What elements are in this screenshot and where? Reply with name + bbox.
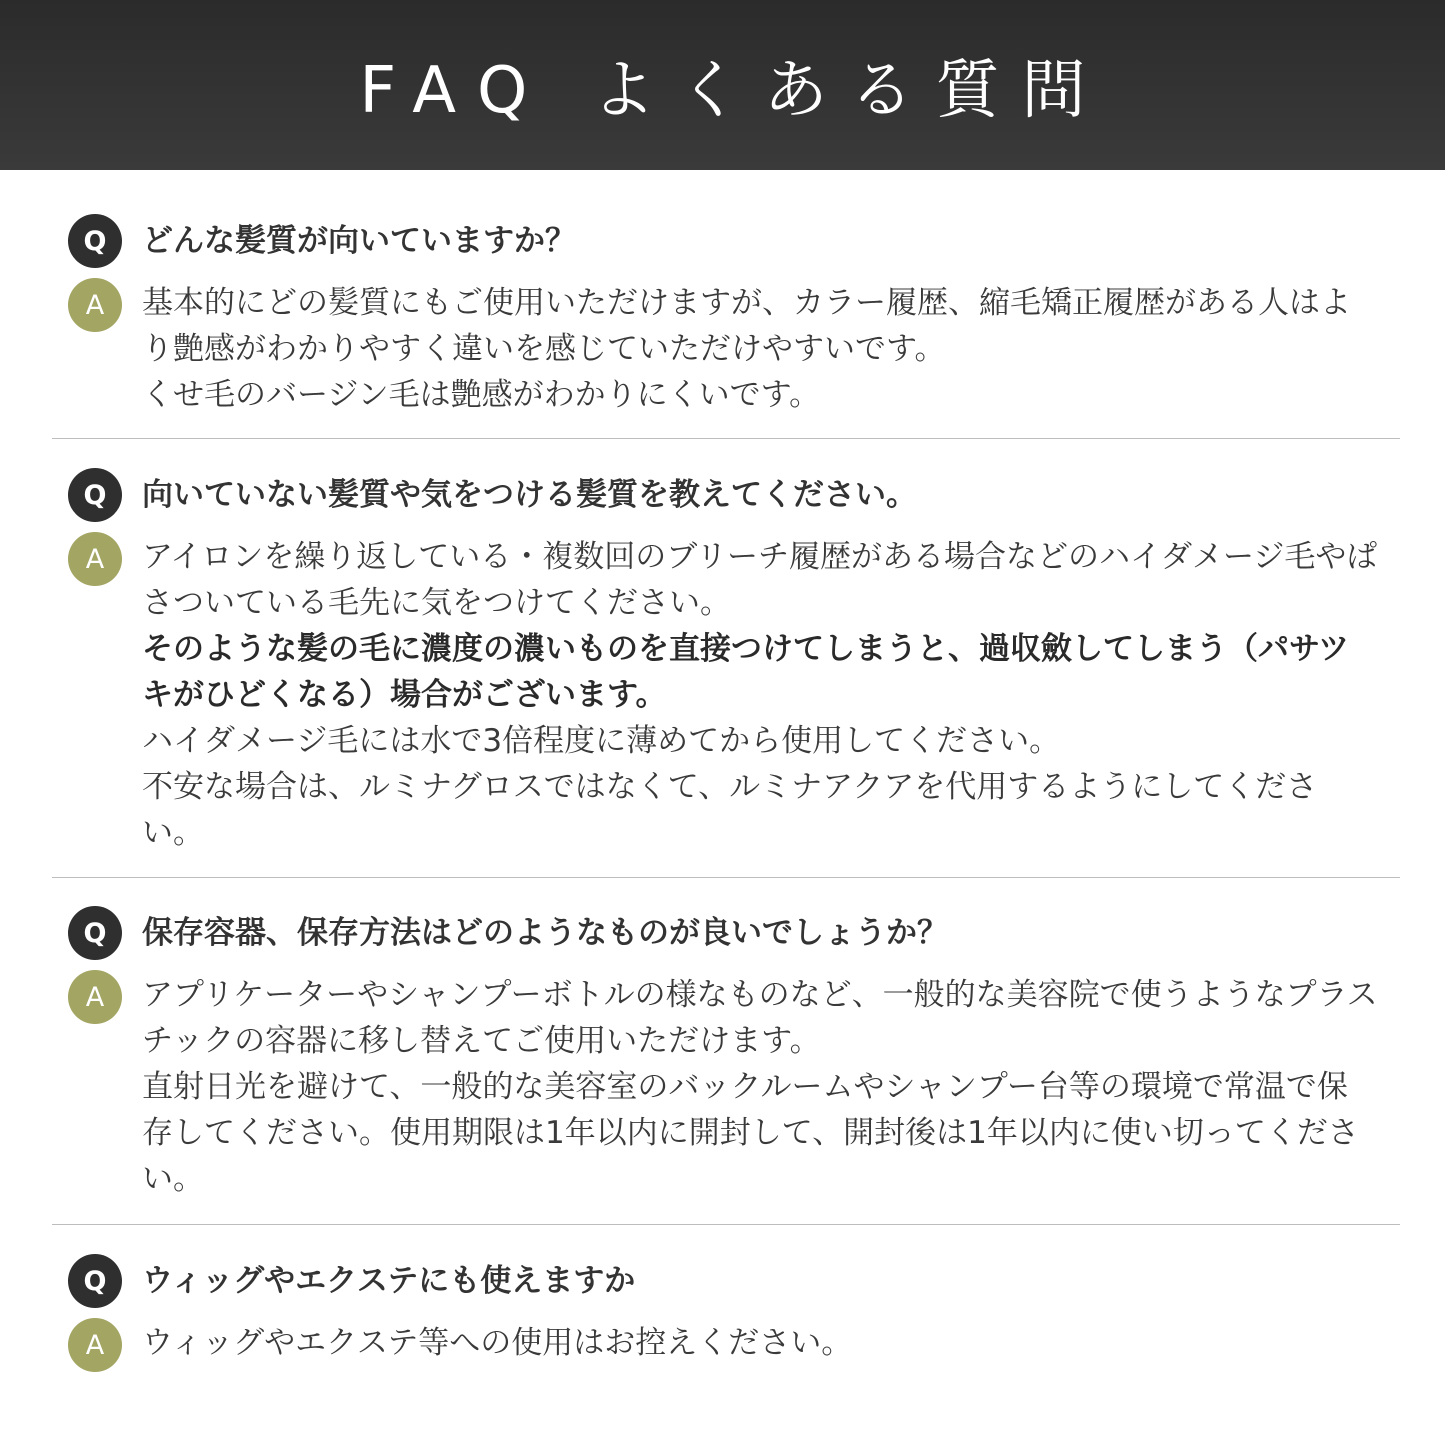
answer-paragraph-emphasis: そのような髪の毛に濃度の濃いものを直接つけてしまうと、過収斂してしまう（パサツキがひどくなる）場合がございます。 bbox=[142, 631, 1350, 713]
answer-text bbox=[142, 970, 1378, 1202]
answer-row bbox=[68, 970, 1378, 1202]
answer-paragraph: アプリケーターやシャンプーボトルの様なものなど、一般的な美容院で使うようなプラスチックの容器に移し替えてご使用いただけます。 bbox=[142, 977, 1378, 1059]
q-badge-icon: Q bbox=[68, 906, 122, 960]
answer-row bbox=[68, 532, 1378, 856]
q-badge-icon: Q bbox=[68, 1254, 122, 1308]
answer-row bbox=[68, 1318, 1378, 1372]
a-badge-icon: A bbox=[68, 532, 122, 586]
question-text: 保存容器、保存方法はどのようなものが良いでしょうか？ bbox=[142, 915, 948, 951]
answer-text bbox=[142, 532, 1378, 856]
section-divider bbox=[52, 438, 1400, 439]
question-text: どんな髪質が向いていますか？ bbox=[142, 223, 576, 259]
answer-paragraph: ウィッグやエクステ等への使用はお控えください。 bbox=[142, 1325, 853, 1361]
question-text: ウィッグやエクステにも使えますか bbox=[142, 1263, 636, 1299]
answer-text bbox=[142, 1318, 1378, 1366]
faq-item bbox=[68, 214, 1378, 418]
a-badge-icon: A bbox=[68, 970, 122, 1024]
faq-item bbox=[68, 1254, 1378, 1372]
question-text: 向いていない髪質や気をつける髪質を教えてください。 bbox=[142, 477, 917, 513]
question-row bbox=[68, 214, 1378, 268]
faq-item bbox=[68, 468, 1378, 856]
a-badge-icon: A bbox=[68, 278, 122, 332]
answer-paragraph: 直射日光を避けて、一般的な美容室のバックルームやシャンプー台等の環境で常温で保存してください。使用期限は1年以内に開封して、開封後は1年以内に使い切ってください。 bbox=[142, 1069, 1359, 1197]
a-badge-icon: A bbox=[68, 1318, 122, 1372]
faq-item bbox=[68, 906, 1378, 1202]
section-divider bbox=[52, 877, 1400, 878]
question-row bbox=[68, 906, 1378, 960]
answer-paragraph: くせ毛のバージン毛は艶感がわかりにくいです。 bbox=[142, 377, 821, 413]
answer-paragraph: ハイダメージ毛には水で3倍程度に薄めてから使用してください。 bbox=[142, 723, 1061, 759]
answer-text bbox=[142, 278, 1378, 418]
page-header bbox=[0, 0, 1445, 170]
section-divider bbox=[52, 1224, 1400, 1225]
answer-row bbox=[68, 278, 1378, 418]
question-row bbox=[68, 468, 1378, 522]
page-title: FAQ よくある質問 bbox=[359, 54, 1108, 128]
question-row bbox=[68, 1254, 1378, 1308]
answer-paragraph: 不安な場合は、ルミナグロスではなくて、ルミナアクアを代用するようにしてください。 bbox=[142, 769, 1318, 851]
answer-paragraph: アイロンを繰り返している・複数回のブリーチ履歴がある場合などのハイダメージ毛やぱさついている毛先に気をつけてください。 bbox=[142, 539, 1378, 621]
q-badge-icon: Q bbox=[68, 214, 122, 268]
answer-paragraph: 基本的にどの髪質にもご使用いただけますが、カラー履歴、縮毛矯正履歴がある人はより艶感がわかりやすく違いを感じていただけやすいです。 bbox=[142, 285, 1351, 367]
q-badge-icon: Q bbox=[68, 468, 122, 522]
